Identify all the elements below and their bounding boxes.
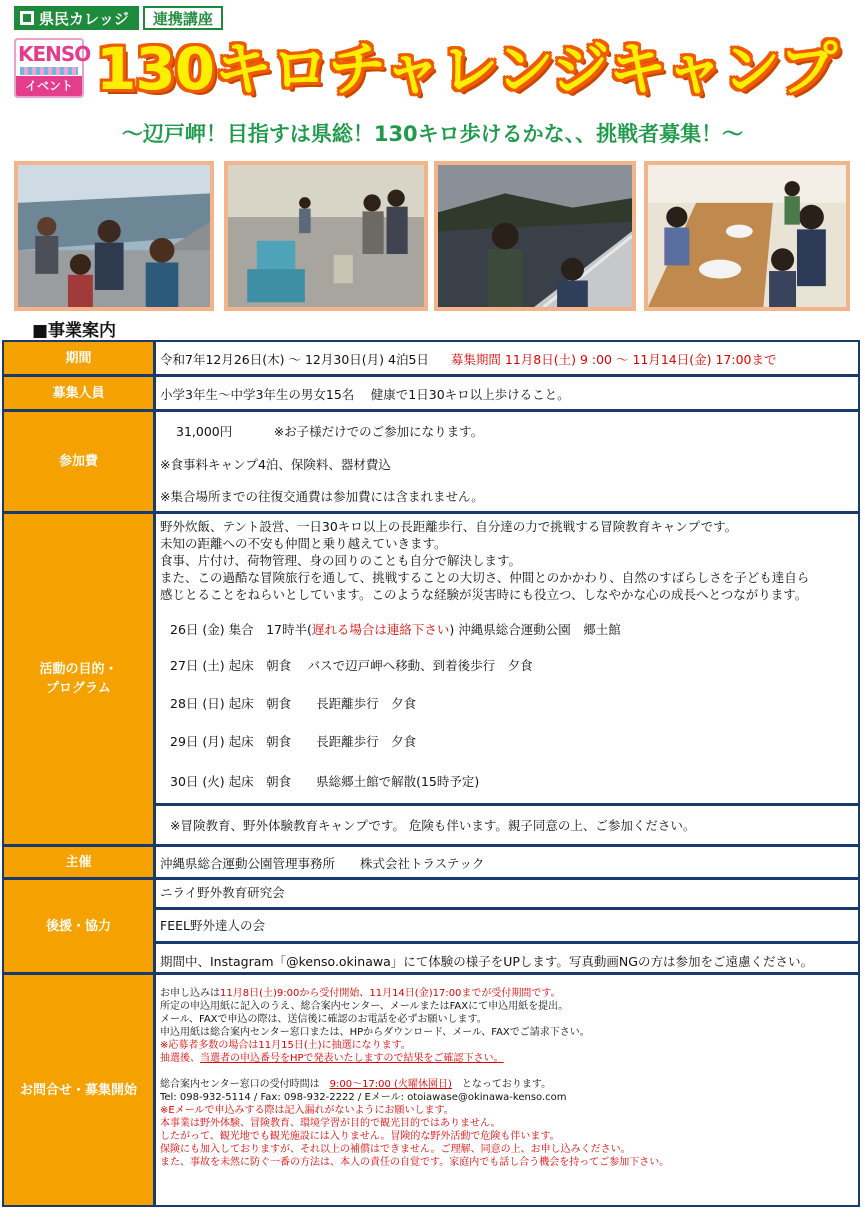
program-note: ※冒険教育、野外体験教育キャンプです。 危険も伴います。親子同意の上、ご参加ください。: [170, 818, 696, 833]
content-program: [156, 514, 858, 844]
kenso-logo-stripe: [20, 67, 78, 75]
label-program: [4, 514, 156, 844]
capacity-text: 小学3年生～中学3年生の男女15名 健康で1日30キロ以上歩けること。: [160, 387, 570, 402]
content-fee: [156, 412, 858, 511]
contact-a6: 抽選後、当選者の申込番号をHPで発表いたしますので結果をご確認下さい。: [160, 1053, 504, 1064]
college-logo-icon: [20, 11, 34, 25]
photo-strip: [14, 161, 850, 311]
label-period: 期間: [4, 342, 156, 374]
photo-meal-time: [644, 161, 850, 311]
kenso-logo: [14, 38, 91, 98]
fee-amount: 31,000円 ※お子様だけでのご参加になります。: [176, 424, 484, 439]
label-capacity: 募集人員: [4, 377, 156, 409]
program-desc-3: 食事、片付け、荷物管理、身の回りのことも自分で解決します。: [160, 553, 522, 568]
contact-a4: 申込用紙は総合案内センター窓口または、HPからダウンロード、メール、FAXでご請求下さい。: [160, 1027, 590, 1038]
program-desc-4: また、この過酷な冒険旅行を通して、挑戦することの大切さ、仲間とのかかわり、自然のすばらしさを子ども達自ら: [160, 570, 810, 585]
kenso-logo-word: KENSO: [18, 42, 91, 66]
schedule-day-29: 29日 (月) 起床 朝食 長距離歩行 夕食: [170, 734, 417, 749]
contact-b4: 本事業は野外体験、冒険教育、環境学習が目的で観光目的ではありません。: [160, 1118, 501, 1129]
content-capacity: [156, 377, 858, 409]
schedule-day-27: 27日 (土) 起床 朝食 バスで辺戸岬へ移動、到着後歩行 夕食: [170, 658, 533, 673]
program-note-box: [156, 803, 858, 847]
section-heading: ■事業案内: [32, 321, 117, 341]
schedule-day-30: 30日 (火) 起床 朝食 県総郷土館で解散(15時予定): [170, 774, 480, 789]
row-period: [4, 342, 858, 377]
contact-b7: また、事故を未然に防ぐ一番の方法は、本人の責任の自覚です。家庭内でも話し合う機会を持ってご参加下さい。: [160, 1157, 670, 1168]
program-desc-1: 野外炊飯、テント設営、一日30キロ以上の長距離歩行、自分達の力で挑戦する冒険教育キャンプです。: [160, 519, 738, 534]
row-organizer: [4, 847, 858, 880]
photo-night-walk-image: [438, 165, 632, 307]
row-fee: [4, 412, 858, 514]
contact-b6: 保険にも加入しておりますが、それ以上の補償はできません。ご理解、同意の上、お申し込みください。: [160, 1144, 631, 1155]
college-badge-label: 県民カレッジ: [39, 9, 129, 28]
contact-a5: ※応募者多数の場合は11月15日(土)に抽選になります。: [160, 1040, 411, 1051]
fee-includes: ※食事料キャンプ4泊、保険料、器材費込: [160, 457, 391, 472]
content-support: [156, 880, 858, 972]
contact-tel-fax-email: Tel: 098-932-5114 / Fax: 098-932-2222 / Eメール: otoiawase@okinawa-kenso.com: [160, 1092, 567, 1103]
schedule-day-28: 28日 (日) 起床 朝食 長距離歩行 夕食: [170, 696, 417, 711]
instagram-notice: 期間中、Instagram「@kenso.okinawa」にて体験の様子をUPします。写真動画NGの方は参加をご遠慮ください。: [160, 954, 813, 969]
label-support: 後援・協力: [4, 880, 156, 972]
contact-b5: したがって、観光地でも観光施設には入りません。冒険的な野外活動で危険も伴います。: [160, 1131, 560, 1142]
recruit-period: 募集期間 11月8日(土) 9 :00 ～ 11月14日(金) 17:00まで: [450, 352, 777, 367]
content-period: [156, 342, 858, 374]
photo-night-walk: [434, 161, 636, 311]
content-organizer: [156, 847, 858, 877]
row-program: [4, 514, 858, 847]
label-program-line1: 活動の目的・: [39, 662, 118, 677]
period-dates: 令和7年12月26日(木) ～ 12月30日(月) 4泊5日: [160, 352, 429, 367]
photo-camp-setup-image: [228, 165, 424, 307]
row-capacity: [4, 377, 858, 412]
contact-hours: 総合案内センター窓口の受付時間は 9:00～17:00 (火曜休園日) となっております。: [160, 1079, 552, 1090]
content-contact: [156, 975, 858, 1205]
label-program-line2: プログラム: [46, 681, 111, 696]
photo-meal-time-image: [648, 165, 846, 307]
page-subtitle: ～辺戸岬！目指すは県総！130キロ歩けるかな、、挑戦者募集！～: [121, 122, 744, 146]
college-badge: [14, 6, 139, 30]
row-support: [4, 880, 858, 975]
photo-camp-setup: [224, 161, 428, 311]
support-line-2: FEEL野外達人の会: [160, 918, 265, 933]
support-line-1: ニライ野外教育研究会: [160, 885, 285, 900]
header-badges: [14, 6, 223, 30]
label-fee: 参加費: [4, 412, 156, 511]
contact-a3: メール、FAXで申込の際は、送信後に確認のお電話を必ずお願いします。: [160, 1014, 487, 1025]
organizer-text: 沖縄県総合運動公園管理事務所 株式会社トラステック: [160, 856, 485, 871]
photo-kids-seaside-image: [18, 165, 210, 307]
program-desc-2: 未知の距離への不安も仲間と乗り越えていきます。: [160, 536, 447, 551]
schedule-day-26: 26日 (金) 集合 17時半(遅れる場合は連絡下さい) 沖縄県総合運動公園 郷土館: [170, 622, 621, 637]
label-contact: お問合せ・募集開始: [4, 975, 156, 1205]
contact-application-period: お申し込みは11月8日(土)9:00から受付開始、11月14日(金)17:00までが受付期間です。: [160, 988, 561, 999]
photo-kids-seaside: [14, 161, 214, 311]
fee-excludes: ※集合場所までの往復交通費は参加費には含まれません。: [160, 489, 484, 504]
program-desc-5: 感じとることをねらいとしています。このような経験が災害時にも役立つ、しなやかな心の成長へとつながります。: [160, 587, 808, 602]
late-notice: 遅れる場合は連絡下さい: [311, 622, 450, 637]
info-table: [2, 340, 860, 1207]
row-contact: [4, 975, 858, 1205]
contact-b3: ※Eメールで申込みする際は記入漏れがないようにお願いします。: [160, 1105, 454, 1116]
page-title: 130キロチャレンジキャンプ: [96, 35, 837, 103]
contact-a2: 所定の申込用紙に記入のうえ、総合案内センター、メールまたはFAXにて申込用紙を提出。: [160, 1001, 569, 1012]
label-organizer: 主催: [4, 847, 156, 877]
kenso-logo-event: イベント: [16, 76, 82, 96]
link-course-badge: 連携講座: [143, 6, 223, 30]
